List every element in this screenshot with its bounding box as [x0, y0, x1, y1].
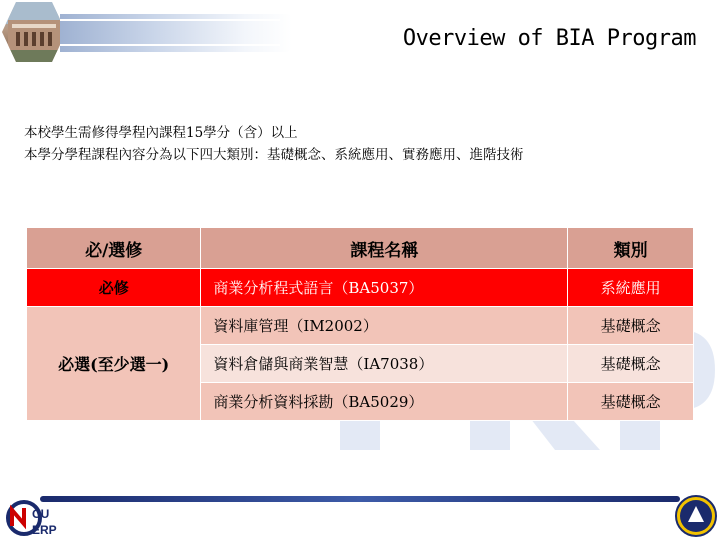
cell-requirement: 必修 [27, 269, 201, 307]
course-table [26, 227, 694, 421]
svg-text:ERP: ERP [32, 523, 57, 537]
header-category: 類別 [568, 228, 694, 269]
cell-category: 基礎概念 [568, 345, 694, 383]
cell-elective-group: 必選(至少選一) [27, 307, 201, 421]
footer-line [40, 496, 680, 502]
cell-category: 基礎概念 [568, 383, 694, 421]
cell-course-name: 資料倉儲與商業智慧（IA7038） [201, 345, 568, 383]
table-header-row [27, 228, 694, 269]
intro-line-1: 本校學生需修得學程內課程15學分（含）以上 [24, 125, 298, 141]
intro-line-2: 本學分學程課程內容分為以下四大類別：基礎概念、系統應用、實務應用、進階技術 [24, 147, 524, 163]
ncu-erp-logo [2, 496, 72, 540]
cell-category: 基礎概念 [568, 307, 694, 345]
university-emblem-logo [674, 494, 718, 538]
intro-text [24, 122, 524, 166]
slide-title: Overview of BIA Program [402, 26, 696, 51]
campus-photo [2, 2, 66, 62]
table-row-required [27, 269, 694, 307]
cell-course-name: 資料庫管理（IM2002） [201, 307, 568, 345]
header-requirement: 必/選修 [27, 228, 201, 269]
table-row-elective [27, 307, 694, 345]
cell-course-name: 商業分析程式語言（BA5037） [201, 269, 568, 307]
cell-category: 系統應用 [568, 269, 694, 307]
svg-text:CU: CU [32, 507, 50, 521]
cell-course-name: 商業分析資料採勘（BA5029） [201, 383, 568, 421]
header-band [60, 14, 292, 52]
header-course-name: 課程名稱 [201, 228, 568, 269]
